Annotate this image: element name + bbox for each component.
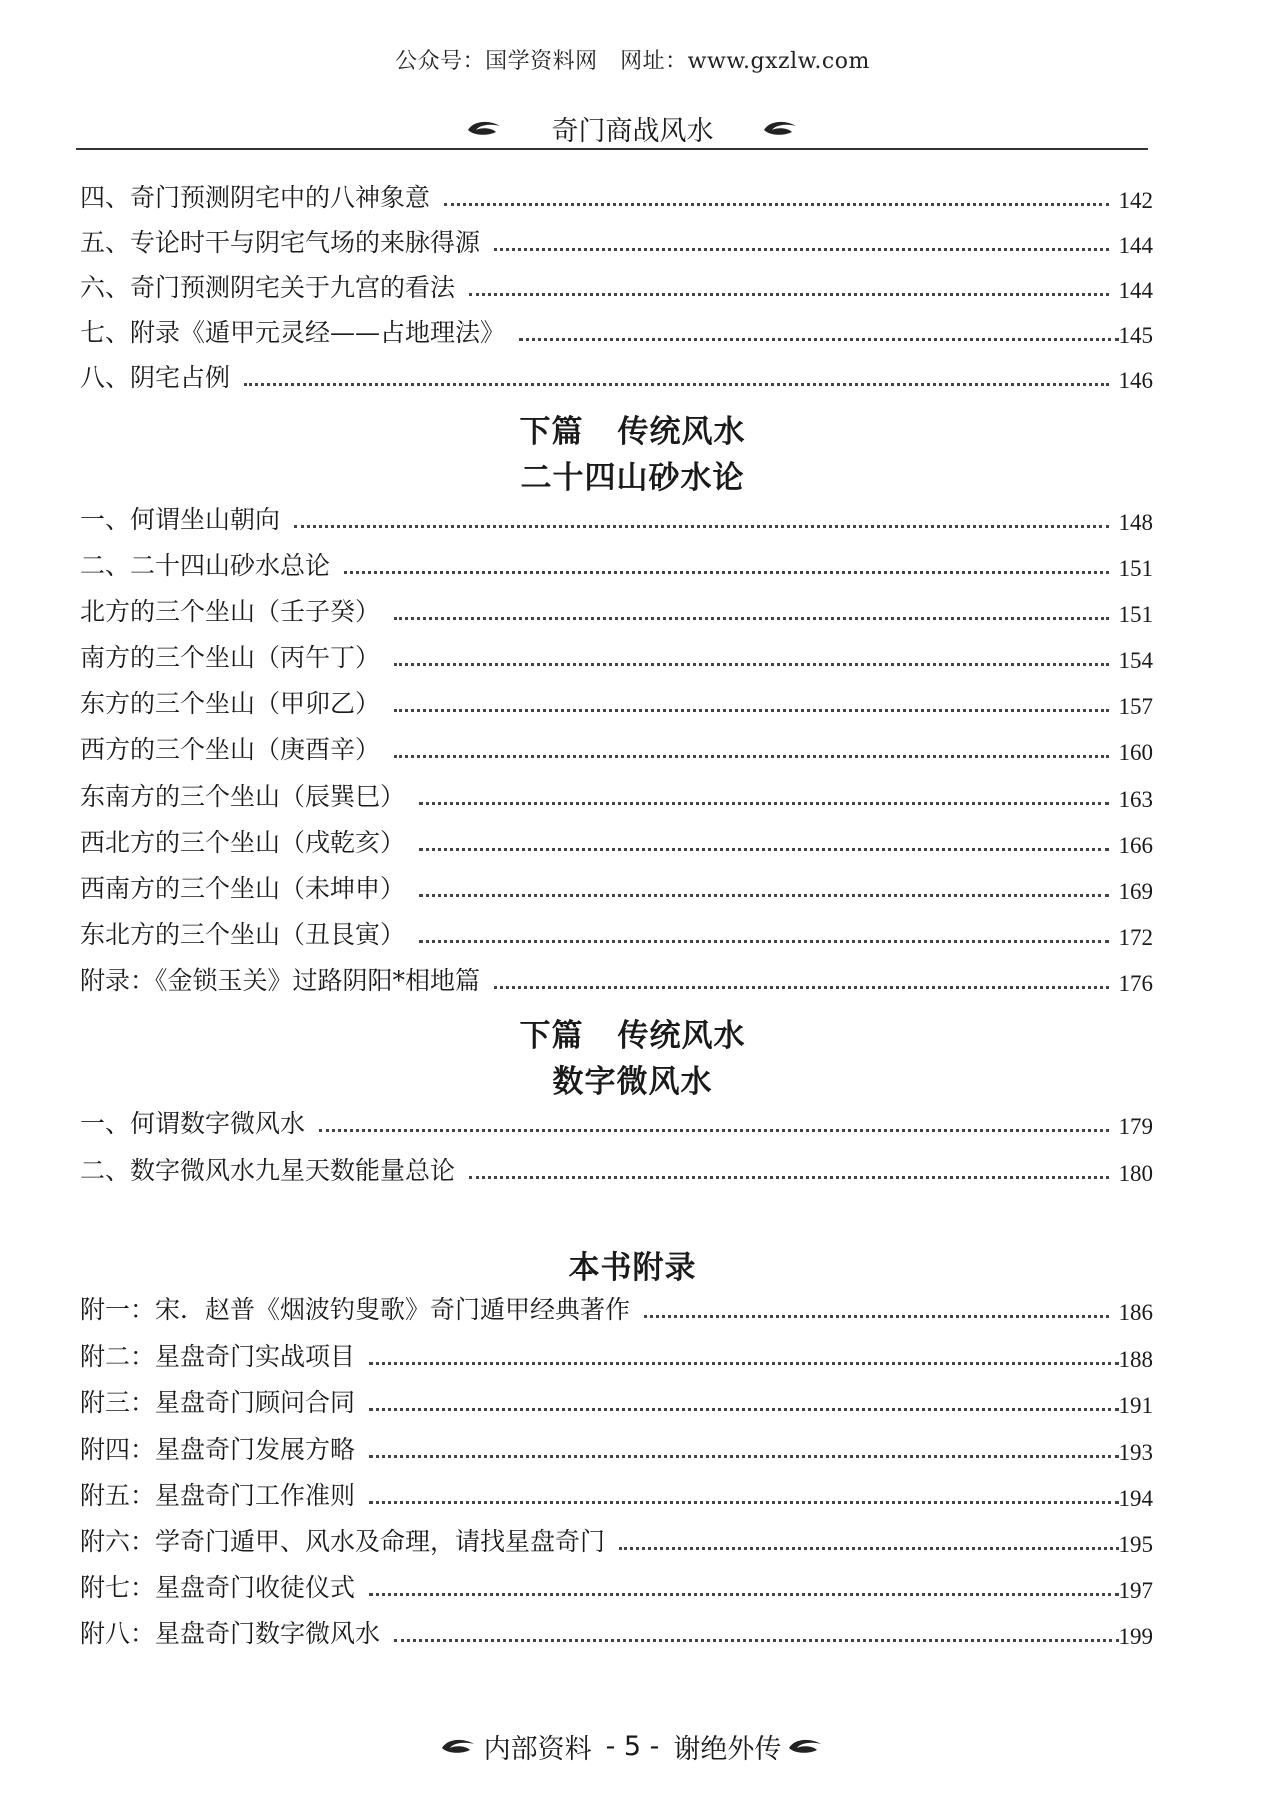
- section-title: 本书附录: [568, 1250, 697, 1286]
- leader-dots: [494, 248, 1108, 251]
- toc-entry[interactable]: [80, 223, 1153, 259]
- toc-entry[interactable]: [80, 546, 1153, 582]
- toc-entry-page: 151: [1118, 602, 1153, 627]
- toc-entry-label: 东北方的三个坐山（丑艮寅）: [80, 920, 406, 949]
- toc-entry[interactable]: [80, 1290, 1153, 1326]
- toc-entry-page: 169: [1118, 879, 1153, 904]
- leader-dots: [394, 617, 1108, 620]
- toc-entry[interactable]: [80, 777, 1153, 813]
- toc-entry-label: 南方的三个坐山（丙午丁）: [80, 643, 381, 672]
- toc-entry[interactable]: [80, 1614, 1153, 1650]
- toc-entry-label: 西南方的三个坐山（未坤申）: [80, 874, 406, 903]
- section-part: 下篇: [519, 1018, 584, 1054]
- leader-dots: [294, 525, 1108, 528]
- toc-entry-page: 186: [1118, 1300, 1153, 1325]
- page-footer: [0, 1726, 1265, 1766]
- toc-entry-label: 附七：星盘奇门收徒仪式: [80, 1573, 356, 1602]
- leader-dots: [394, 1639, 1118, 1642]
- toc-entry-label: 八、阴宅占例: [80, 363, 231, 392]
- toc-entry-label: 四、奇门预测阴宅中的八神象意: [80, 183, 431, 212]
- toc-entry[interactable]: [80, 1383, 1153, 1419]
- section-title: 数字微风水: [552, 1064, 713, 1100]
- toc-entry-page: 188: [1118, 1347, 1153, 1372]
- toc-entry-page: 154: [1118, 648, 1153, 673]
- leader-dots: [394, 755, 1108, 758]
- toc-entry[interactable]: [80, 1430, 1153, 1466]
- toc-entry-page: 172: [1118, 925, 1153, 950]
- leader-dots: [369, 1593, 1118, 1596]
- toc-entry-label: 附三：星盘奇门顾问合同: [80, 1388, 356, 1417]
- toc-entry-label: 附二：星盘奇门实战项目: [80, 1342, 356, 1371]
- toc-entry-page: 148: [1118, 510, 1153, 535]
- toc-entry-page: 194: [1118, 1486, 1153, 1511]
- toc-entry-label: 七、附录《遁甲元灵经——占地理法》: [80, 318, 506, 347]
- leader-dots: [519, 338, 1118, 341]
- running-title: 奇门商战风水: [551, 115, 714, 147]
- leader-dots: [394, 709, 1108, 712]
- toc-entry[interactable]: [80, 1104, 1153, 1140]
- leader-dots: [644, 1315, 1108, 1318]
- toc-entry-label: 西方的三个坐山（庚酉辛）: [80, 735, 381, 764]
- toc-entry-page: 180: [1118, 1161, 1153, 1186]
- leader-dots: [244, 383, 1108, 386]
- toc-entry-label: 六、奇门预测阴宅关于九宫的看法: [80, 273, 456, 302]
- toc-entry[interactable]: [80, 313, 1153, 349]
- toc-entry-page: 142: [1118, 188, 1153, 213]
- header-rule: [76, 148, 1148, 150]
- section-part-heading: [0, 406, 1265, 451]
- toc-entry-page: 144: [1118, 233, 1153, 258]
- toc-entry-label: 附一：宋．赵普《烟波钓叟歌》奇门遁甲经典著作: [80, 1295, 631, 1324]
- toc-entry-label: 附五：星盘奇门工作准则: [80, 1481, 356, 1510]
- running-head: [0, 108, 1265, 148]
- section-part-heading: [0, 1010, 1265, 1055]
- toc-entry[interactable]: [80, 592, 1153, 628]
- leader-dots: [494, 986, 1108, 989]
- toc-entry-page: 179: [1118, 1114, 1153, 1139]
- leader-dots: [369, 1362, 1118, 1365]
- toc-entry-page: 166: [1118, 833, 1153, 858]
- section-title: 二十四山砂水论: [520, 460, 745, 496]
- toc-entry-label: 一、何谓坐山朝向: [80, 505, 281, 534]
- toc-entry-page: 160: [1118, 740, 1153, 765]
- toc-entry-page: 193: [1118, 1440, 1153, 1465]
- toc-entry-page: 146: [1118, 368, 1153, 393]
- toc-entry-page: 191: [1118, 1393, 1153, 1418]
- toc-entry[interactable]: [80, 500, 1153, 536]
- leader-dots: [344, 571, 1108, 574]
- swirl-ornament-icon: [440, 1736, 478, 1756]
- toc-entry-page: 199: [1118, 1624, 1153, 1649]
- toc-entry-label: 五、专论时干与阴宅气场的来脉得源: [80, 228, 481, 257]
- toc-entry[interactable]: [80, 1476, 1153, 1512]
- toc-entry[interactable]: [80, 869, 1153, 905]
- toc-entry[interactable]: [80, 1151, 1153, 1187]
- toc-entry-label: 附四：星盘奇门发展方略: [80, 1435, 356, 1464]
- toc-entry-label: 东南方的三个坐山（辰巽巳）: [80, 782, 406, 811]
- toc-entry-page: 176: [1118, 971, 1153, 996]
- toc-entry[interactable]: [80, 684, 1153, 720]
- toc-entry-label: 附六：学奇门遁甲、风水及命理，请找星盘奇门: [80, 1527, 606, 1556]
- leader-dots: [369, 1455, 1118, 1458]
- section-part: 下篇: [519, 414, 584, 450]
- toc-entry-label: 附录：《金锁玉关》过路阴阳*相地篇: [80, 966, 481, 995]
- toc-entry-label: 附八：星盘奇门数字微风水: [80, 1619, 381, 1648]
- toc-entry-label: 东方的三个坐山（甲卯乙）: [80, 689, 381, 718]
- section-subject: 传统风水: [617, 1018, 746, 1054]
- swirl-ornament-icon: [787, 1736, 825, 1756]
- toc-entry[interactable]: [80, 1522, 1153, 1558]
- leader-dots: [619, 1547, 1118, 1550]
- leader-dots: [419, 940, 1108, 943]
- toc-entry-label: 一、何谓数字微风水: [80, 1109, 306, 1138]
- leader-dots: [419, 894, 1108, 897]
- toc-entry-page: 145: [1118, 323, 1153, 348]
- toc-entry[interactable]: [80, 268, 1153, 304]
- toc-entry-page: 197: [1118, 1578, 1153, 1603]
- leader-dots: [369, 1408, 1118, 1411]
- swirl-ornament-icon: [466, 118, 504, 138]
- footer-right-text: 谢绝外传: [673, 1733, 782, 1765]
- page-number: - 5 -: [605, 1730, 660, 1762]
- leader-dots: [469, 1176, 1108, 1179]
- leader-dots: [394, 663, 1108, 666]
- toc-entry-page: 144: [1118, 278, 1153, 303]
- leader-dots: [369, 1501, 1118, 1504]
- toc-entry[interactable]: [80, 1568, 1153, 1604]
- section-subject: 传统风水: [617, 414, 746, 450]
- toc-entry[interactable]: [80, 823, 1153, 859]
- toc-entry[interactable]: [80, 358, 1153, 394]
- toc-entry[interactable]: [80, 178, 1153, 214]
- leader-dots: [419, 802, 1108, 805]
- leader-dots: [419, 848, 1108, 851]
- toc-entry-label: 西北方的三个坐山（戌乾亥）: [80, 828, 406, 857]
- toc-entry-page: 151: [1118, 556, 1153, 581]
- toc-entry[interactable]: [80, 638, 1153, 674]
- toc-entry[interactable]: [80, 730, 1153, 766]
- toc-entry[interactable]: [80, 961, 1153, 997]
- toc-entry[interactable]: [80, 1337, 1153, 1373]
- toc-entry-label: 二、二十四山砂水总论: [80, 551, 331, 580]
- toc-entry-label: 二、数字微风水九星天数能量总论: [80, 1156, 456, 1185]
- leader-dots: [469, 293, 1108, 296]
- footer-left-text: 内部资料: [483, 1733, 592, 1765]
- leader-dots: [319, 1129, 1108, 1132]
- toc-entry-label: 北方的三个坐山（壬子癸）: [80, 597, 381, 626]
- toc-entry[interactable]: [80, 915, 1153, 951]
- leader-dots: [444, 203, 1108, 206]
- toc-entry-page: 195: [1118, 1532, 1153, 1557]
- toc-entry-page: 163: [1118, 787, 1153, 812]
- swirl-ornament-icon: [762, 118, 800, 138]
- website-header: 公众号：国学资料网 网址：www.gxzlw.com: [395, 49, 870, 74]
- toc-entry-page: 157: [1118, 694, 1153, 719]
